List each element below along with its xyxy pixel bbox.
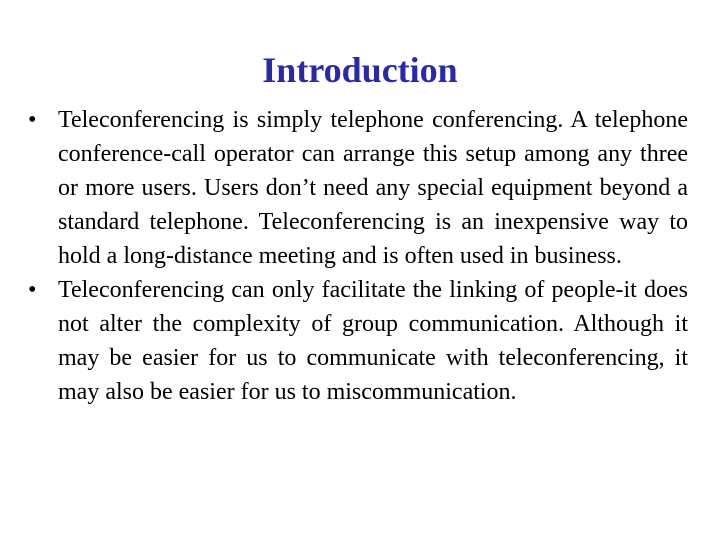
- bullet-list: [28, 103, 688, 409]
- bullet-text: Teleconferencing is simply telephone conferencing. A telephone conference-call operator can arrange this setup among any three or more users. Users don’t need any special equipment beyond a standard telephone. Teleconferencing is an inexpensive way to hold a long-distance meeting and is often used in business.: [58, 107, 688, 269]
- bullet-item: [28, 273, 688, 409]
- bullet-marker: •: [28, 277, 37, 303]
- bullet-item: [28, 103, 688, 273]
- bullet-text: Teleconferencing can only facilitate the linking of people-it does not alter the complexity of group communication. Although it may be easier for us to communicate with teleconferencing, it may also be easier for us to miscommunication.: [58, 277, 688, 405]
- bullet-marker: •: [28, 107, 37, 133]
- slide-title: Introduction: [262, 50, 458, 90]
